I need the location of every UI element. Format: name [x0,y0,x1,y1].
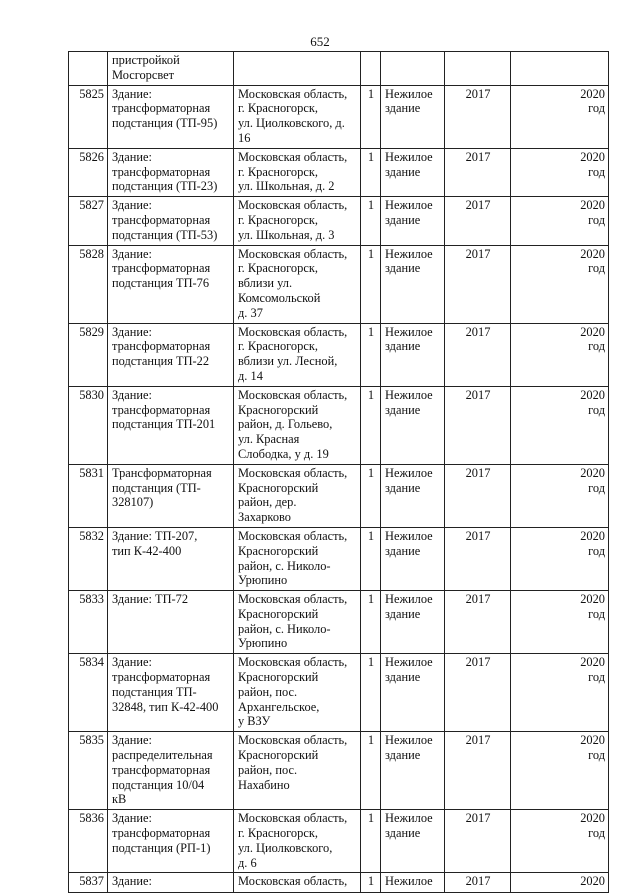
cell-end-year [511,52,609,86]
cell-name: Здание: трансформаторная подстанция ТП-201 [108,386,234,464]
cell-year: 2017 [445,323,511,386]
cell-end-year: 2020 год [511,148,609,196]
cell-name: пристройкой Мосгорсвет [108,52,234,86]
cell-address: Московская область, г. Красногорск, ул. Школьная, д. 2 [234,148,361,196]
cell-address: Московская область, Красногорский район, с. Николо- Урюпино [234,591,361,654]
cell-end-year: 2020 [511,873,609,893]
cell-quantity: 1 [361,85,381,148]
cell-address: Московская область, Красногорский район, дер. Захарково [234,464,361,527]
cell-year: 2017 [445,85,511,148]
cell-quantity: 1 [361,245,381,323]
cell-end-year: 2020 год [511,591,609,654]
cell-end-year: 2020 год [511,464,609,527]
cell-address: Московская область, г. Красногорск, ул. Циолковского, д. 16 [234,85,361,148]
cell-type: Нежилое здание [381,245,445,323]
table-row-continuation [69,52,609,86]
cell-type: Нежилое здание [381,323,445,386]
cell-year: 2017 [445,527,511,590]
cell-type: Нежилое здание [381,85,445,148]
cell-type: Нежилое здание [381,386,445,464]
cell-type: Нежилое здание [381,732,445,810]
cell-type: Нежилое здание [381,464,445,527]
cell-type: Нежилое здание [381,654,445,732]
cell-end-year: 2020 год [511,245,609,323]
cell-end-year: 2020 год [511,85,609,148]
table-row [69,810,609,873]
cell-year [445,52,511,86]
cell-address: Московская область, Красногорский район, пос. Архангельское, у ВЗУ [234,654,361,732]
cell-number: 5836 [69,810,108,873]
cell-quantity: 1 [361,527,381,590]
cell-year: 2017 [445,873,511,893]
cell-quantity: 1 [361,197,381,245]
cell-end-year: 2020 год [511,323,609,386]
cell-number: 5825 [69,85,108,148]
cell-quantity: 1 [361,591,381,654]
table-row [69,85,609,148]
cell-number: 5835 [69,732,108,810]
cell-end-year: 2020 год [511,527,609,590]
cell-name: Здание: трансформаторная подстанция ТП-76 [108,245,234,323]
cell-name: Здание: ТП-72 [108,591,234,654]
cell-name: Здание: трансформаторная подстанция ТП-22 [108,323,234,386]
cell-type: Нежилое [381,873,445,893]
cell-end-year: 2020 год [511,386,609,464]
cell-quantity: 1 [361,386,381,464]
table-row [69,464,609,527]
page-number: 652 [310,34,330,49]
cell-number: 5830 [69,386,108,464]
cell-type [381,52,445,86]
table-row [69,873,609,893]
cell-number: 5827 [69,197,108,245]
cell-type: Нежилое здание [381,591,445,654]
cell-quantity: 1 [361,148,381,196]
table-row [69,527,609,590]
cell-address: Московская область, г. Красногорск, вблизи ул. Комсомольской д. 37 [234,245,361,323]
table-row [69,197,609,245]
cell-name: Здание: трансформаторная подстанция (ТП-53) [108,197,234,245]
cell-type: Нежилое здание [381,197,445,245]
cell-number: 5837 [69,873,108,893]
cell-year: 2017 [445,197,511,245]
cell-year: 2017 [445,464,511,527]
table-row [69,148,609,196]
cell-quantity [361,52,381,86]
table-row [69,323,609,386]
cell-name: Здание: трансформаторная подстанция (ТП-95) [108,85,234,148]
cell-year: 2017 [445,732,511,810]
cell-quantity: 1 [361,654,381,732]
cell-number: 5828 [69,245,108,323]
cell-end-year: 2020 год [511,197,609,245]
cell-address: Московская область, Красногорский район, д. Гольево, ул. Красная Слободка, у д. 19 [234,386,361,464]
table-row [69,654,609,732]
cell-type: Нежилое здание [381,148,445,196]
cell-year: 2017 [445,245,511,323]
cell-number: 5832 [69,527,108,590]
table-row [69,386,609,464]
table-row [69,245,609,323]
cell-end-year: 2020 год [511,732,609,810]
cell-address: Московская область, Красногорский район, пос. Нахабино [234,732,361,810]
cell-quantity: 1 [361,732,381,810]
cell-name: Здание: распределительная трансформаторная подстанция 10/04 кВ [108,732,234,810]
cell-end-year: 2020 год [511,810,609,873]
cell-number: 5834 [69,654,108,732]
cell-year: 2017 [445,386,511,464]
cell-address: Московская область, Красногорский район, с. Николо- Урюпино [234,527,361,590]
cell-quantity: 1 [361,464,381,527]
cell-address: Московская область, [234,873,361,893]
cell-quantity: 1 [361,810,381,873]
cell-type: Нежилое здание [381,810,445,873]
cell-number: 5833 [69,591,108,654]
table-row [69,732,609,810]
cell-name: Здание: трансформаторная подстанция (РП-1) [108,810,234,873]
cell-number: 5826 [69,148,108,196]
cell-address [234,52,361,86]
cell-year: 2017 [445,591,511,654]
cell-name: Здание: трансформаторная подстанция (ТП-23) [108,148,234,196]
cell-number [69,52,108,86]
cell-year: 2017 [445,654,511,732]
cell-name: Здание: ТП-207, тип К-42-400 [108,527,234,590]
cell-year: 2017 [445,148,511,196]
cell-year: 2017 [445,810,511,873]
cell-type: Нежилое здание [381,527,445,590]
cell-quantity: 1 [361,323,381,386]
cell-address: Московская область, г. Красногорск, вблизи ул. Лесной, д. 14 [234,323,361,386]
cell-end-year: 2020 год [511,654,609,732]
cell-number: 5831 [69,464,108,527]
cell-address: Московская область, г. Красногорск, ул. Школьная, д. 3 [234,197,361,245]
cell-number: 5829 [69,323,108,386]
registry-table [68,51,609,893]
table-row [69,591,609,654]
cell-name: Здание: [108,873,234,893]
cell-name: Трансформаторная подстанция (ТП- 328107) [108,464,234,527]
cell-quantity: 1 [361,873,381,893]
cell-address: Московская область, г. Красногорск, ул. Циолковского, д. 6 [234,810,361,873]
cell-name: Здание: трансформаторная подстанция ТП- 32848, тип К-42-400 [108,654,234,732]
